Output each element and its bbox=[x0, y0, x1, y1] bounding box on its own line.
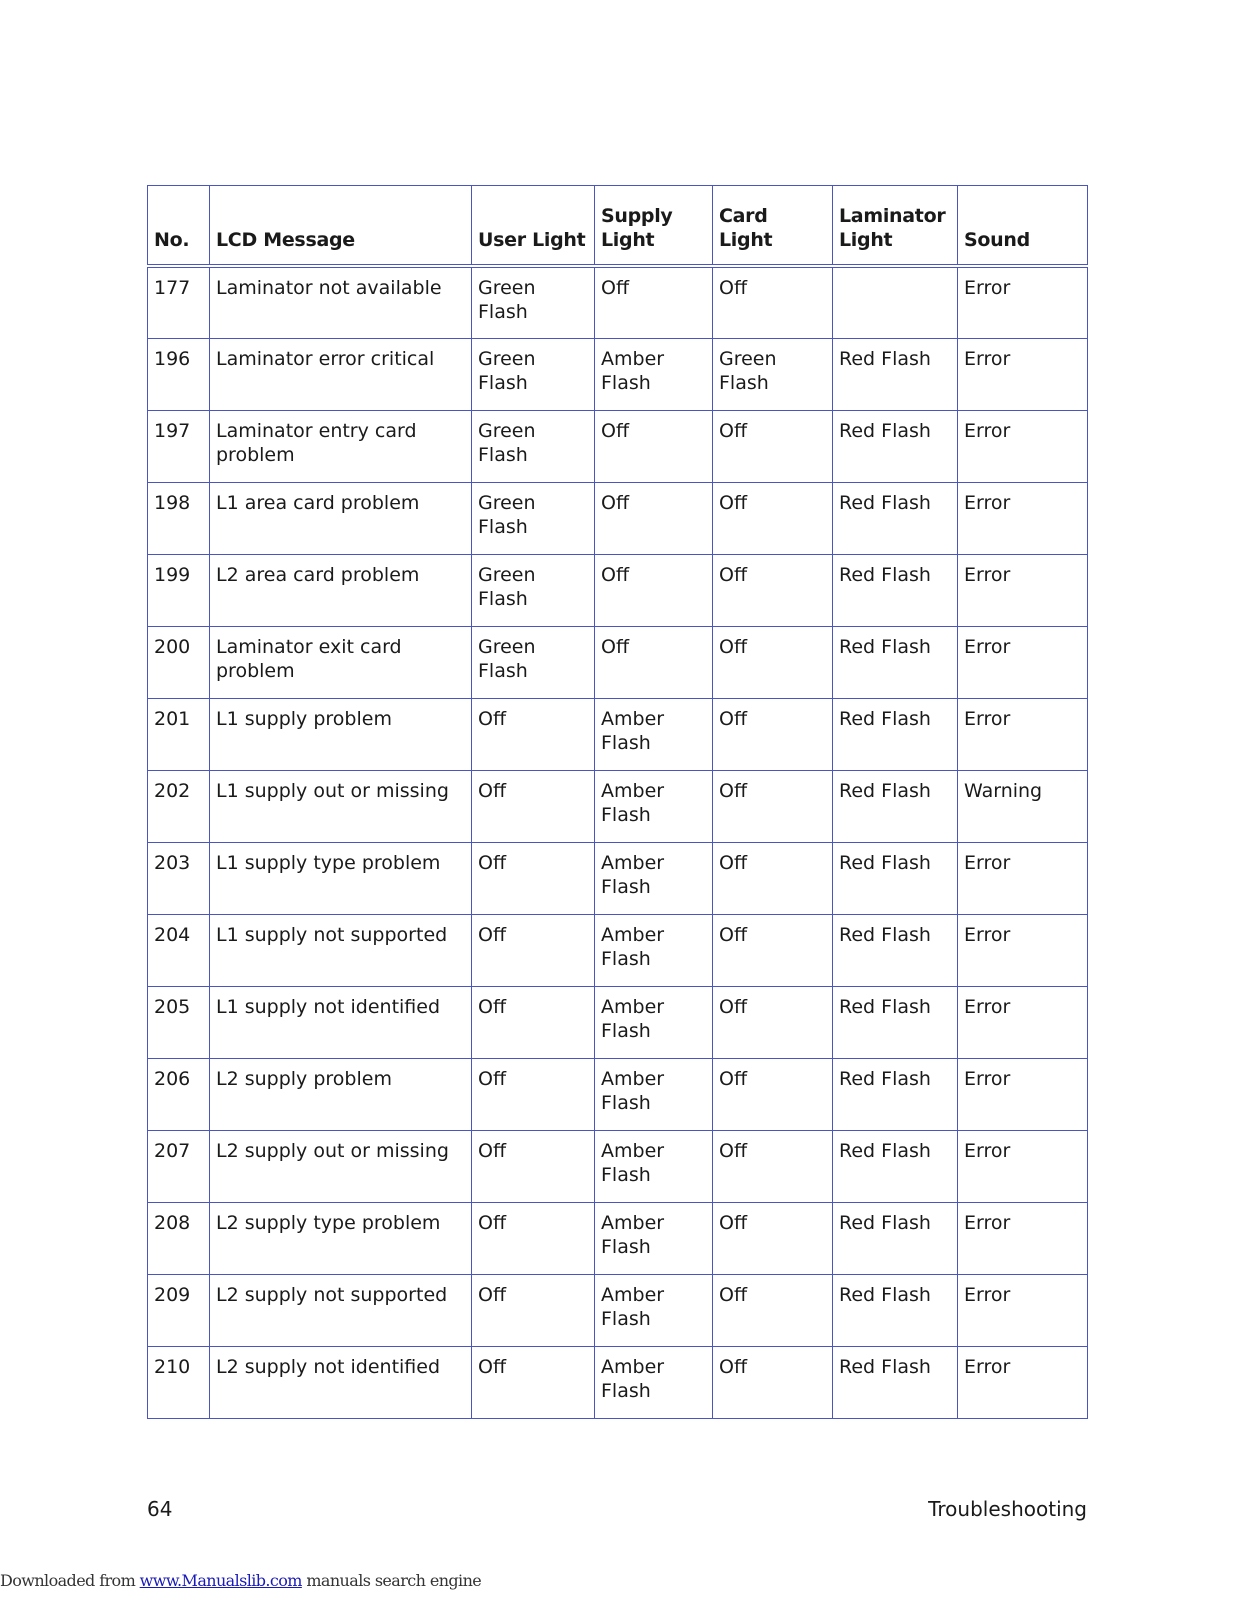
manualslib-link[interactable]: www.Manualslib.com bbox=[139, 1571, 302, 1590]
cell-sound: Error bbox=[958, 482, 1088, 554]
download-prefix: Downloaded from bbox=[0, 1571, 140, 1590]
cell-sound: Error bbox=[958, 554, 1088, 626]
cell-laminator-light bbox=[833, 266, 958, 338]
cell-sound: Error bbox=[958, 914, 1088, 986]
cell-user-light: Off bbox=[472, 986, 595, 1058]
cell-no: 203 bbox=[148, 842, 210, 914]
cell-lcd-message: L1 supply type problem bbox=[210, 842, 472, 914]
cell-sound: Error bbox=[958, 338, 1088, 410]
table-row bbox=[148, 554, 1088, 626]
header-laminator-light: Laminator Light bbox=[833, 186, 958, 267]
cell-supply-light: Off bbox=[595, 482, 713, 554]
cell-supply-light: Amber Flash bbox=[595, 1058, 713, 1130]
cell-lcd-message: L2 supply not supported bbox=[210, 1274, 472, 1346]
cell-user-light: Green Flash bbox=[472, 554, 595, 626]
cell-lcd-message: L2 supply type problem bbox=[210, 1202, 472, 1274]
cell-no: 197 bbox=[148, 410, 210, 482]
cell-lcd-message: L1 supply not identified bbox=[210, 986, 472, 1058]
cell-sound: Error bbox=[958, 1274, 1088, 1346]
cell-sound: Error bbox=[958, 1058, 1088, 1130]
table-row bbox=[148, 1346, 1088, 1418]
cell-user-light: Off bbox=[472, 1202, 595, 1274]
cell-user-light: Green Flash bbox=[472, 482, 595, 554]
cell-sound: Error bbox=[958, 842, 1088, 914]
cell-user-light: Off bbox=[472, 914, 595, 986]
cell-lcd-message: L2 supply not identified bbox=[210, 1346, 472, 1418]
header-supply-light: Supply Light bbox=[595, 186, 713, 267]
cell-no: 199 bbox=[148, 554, 210, 626]
cell-supply-light: Amber Flash bbox=[595, 770, 713, 842]
cell-lcd-message: L1 supply not supported bbox=[210, 914, 472, 986]
cell-card-light: Off bbox=[713, 626, 833, 698]
cell-laminator-light: Red Flash bbox=[833, 1346, 958, 1418]
download-suffix: manuals search engine bbox=[301, 1571, 482, 1590]
cell-user-light: Off bbox=[472, 842, 595, 914]
header-lcd-message: LCD Message bbox=[210, 186, 472, 267]
cell-sound: Warning bbox=[958, 770, 1088, 842]
cell-laminator-light: Red Flash bbox=[833, 770, 958, 842]
cell-lcd-message: L2 supply out or missing bbox=[210, 1130, 472, 1202]
troubleshooting-table bbox=[147, 185, 1088, 1419]
cell-laminator-light: Red Flash bbox=[833, 1058, 958, 1130]
cell-supply-light: Amber Flash bbox=[595, 338, 713, 410]
table-row bbox=[148, 698, 1088, 770]
cell-supply-light: Amber Flash bbox=[595, 1346, 713, 1418]
cell-card-light: Off bbox=[713, 266, 833, 338]
cell-lcd-message: L1 supply problem bbox=[210, 698, 472, 770]
cell-no: 201 bbox=[148, 698, 210, 770]
cell-card-light: Off bbox=[713, 410, 833, 482]
cell-supply-light: Amber Flash bbox=[595, 842, 713, 914]
cell-laminator-light: Red Flash bbox=[833, 554, 958, 626]
cell-supply-light: Amber Flash bbox=[595, 1274, 713, 1346]
table-row bbox=[148, 1058, 1088, 1130]
cell-laminator-light: Red Flash bbox=[833, 338, 958, 410]
cell-no: 207 bbox=[148, 1130, 210, 1202]
table-row bbox=[148, 266, 1088, 338]
cell-supply-light: Off bbox=[595, 554, 713, 626]
cell-user-light: Off bbox=[472, 1346, 595, 1418]
cell-card-light: Off bbox=[713, 914, 833, 986]
cell-sound: Error bbox=[958, 986, 1088, 1058]
cell-sound: Error bbox=[958, 1130, 1088, 1202]
header-user-light: User Light bbox=[472, 186, 595, 267]
cell-supply-light: Amber Flash bbox=[595, 698, 713, 770]
cell-lcd-message: L1 area card problem bbox=[210, 482, 472, 554]
table-row bbox=[148, 842, 1088, 914]
cell-user-light: Green Flash bbox=[472, 410, 595, 482]
cell-lcd-message: L2 supply problem bbox=[210, 1058, 472, 1130]
cell-user-light: Off bbox=[472, 1274, 595, 1346]
cell-card-light: Off bbox=[713, 1202, 833, 1274]
cell-supply-light: Amber Flash bbox=[595, 986, 713, 1058]
cell-card-light: Off bbox=[713, 1274, 833, 1346]
cell-no: 209 bbox=[148, 1274, 210, 1346]
cell-lcd-message: Laminator exit card problem bbox=[210, 626, 472, 698]
header-no: No. bbox=[148, 186, 210, 267]
cell-user-light: Green Flash bbox=[472, 338, 595, 410]
cell-no: 206 bbox=[148, 1058, 210, 1130]
cell-card-light: Green Flash bbox=[713, 338, 833, 410]
cell-user-light: Off bbox=[472, 1130, 595, 1202]
table-row bbox=[148, 1202, 1088, 1274]
cell-sound: Error bbox=[958, 1346, 1088, 1418]
table-row bbox=[148, 986, 1088, 1058]
cell-laminator-light: Red Flash bbox=[833, 1130, 958, 1202]
cell-supply-light: Off bbox=[595, 266, 713, 338]
header-card-light: Card Light bbox=[713, 186, 833, 267]
cell-no: 200 bbox=[148, 626, 210, 698]
cell-user-light: Off bbox=[472, 770, 595, 842]
cell-supply-light: Amber Flash bbox=[595, 914, 713, 986]
cell-sound: Error bbox=[958, 266, 1088, 338]
cell-supply-light: Off bbox=[595, 626, 713, 698]
table-row bbox=[148, 482, 1088, 554]
section-title: Troubleshooting bbox=[928, 1497, 1087, 1521]
cell-card-light: Off bbox=[713, 1130, 833, 1202]
table-row bbox=[148, 338, 1088, 410]
cell-laminator-light: Red Flash bbox=[833, 698, 958, 770]
cell-user-light: Off bbox=[472, 698, 595, 770]
table-row bbox=[148, 914, 1088, 986]
cell-laminator-light: Red Flash bbox=[833, 986, 958, 1058]
cell-user-light: Off bbox=[472, 1058, 595, 1130]
cell-card-light: Off bbox=[713, 986, 833, 1058]
cell-laminator-light: Red Flash bbox=[833, 482, 958, 554]
cell-no: 208 bbox=[148, 1202, 210, 1274]
cell-sound: Error bbox=[958, 626, 1088, 698]
cell-card-light: Off bbox=[713, 842, 833, 914]
table-header-row bbox=[148, 186, 1088, 267]
cell-supply-light: Amber Flash bbox=[595, 1202, 713, 1274]
cell-no: 202 bbox=[148, 770, 210, 842]
cell-no: 204 bbox=[148, 914, 210, 986]
cell-laminator-light: Red Flash bbox=[833, 842, 958, 914]
cell-no: 177 bbox=[148, 266, 210, 338]
cell-user-light: Green Flash bbox=[472, 266, 595, 338]
cell-supply-light: Off bbox=[595, 410, 713, 482]
cell-no: 205 bbox=[148, 986, 210, 1058]
cell-card-light: Off bbox=[713, 482, 833, 554]
download-notice bbox=[0, 1571, 481, 1590]
cell-sound: Error bbox=[958, 1202, 1088, 1274]
cell-supply-light: Amber Flash bbox=[595, 1130, 713, 1202]
cell-user-light: Green Flash bbox=[472, 626, 595, 698]
cell-lcd-message: Laminator error critical bbox=[210, 338, 472, 410]
cell-laminator-light: Red Flash bbox=[833, 410, 958, 482]
cell-card-light: Off bbox=[713, 554, 833, 626]
header-sound: Sound bbox=[958, 186, 1088, 267]
cell-sound: Error bbox=[958, 410, 1088, 482]
cell-no: 210 bbox=[148, 1346, 210, 1418]
table-row bbox=[148, 1274, 1088, 1346]
cell-lcd-message: Laminator not available bbox=[210, 266, 472, 338]
cell-lcd-message: L2 area card problem bbox=[210, 554, 472, 626]
cell-laminator-light: Red Flash bbox=[833, 1202, 958, 1274]
cell-no: 198 bbox=[148, 482, 210, 554]
table-row bbox=[148, 626, 1088, 698]
cell-card-light: Off bbox=[713, 698, 833, 770]
cell-lcd-message: Laminator entry card problem bbox=[210, 410, 472, 482]
cell-laminator-light: Red Flash bbox=[833, 1274, 958, 1346]
cell-card-light: Off bbox=[713, 1058, 833, 1130]
cell-lcd-message: L1 supply out or missing bbox=[210, 770, 472, 842]
page-number: 64 bbox=[147, 1497, 173, 1521]
cell-card-light: Off bbox=[713, 770, 833, 842]
cell-card-light: Off bbox=[713, 1346, 833, 1418]
cell-laminator-light: Red Flash bbox=[833, 914, 958, 986]
cell-laminator-light: Red Flash bbox=[833, 626, 958, 698]
table-row bbox=[148, 410, 1088, 482]
table-row bbox=[148, 770, 1088, 842]
cell-sound: Error bbox=[958, 698, 1088, 770]
cell-no: 196 bbox=[148, 338, 210, 410]
table-row bbox=[148, 1130, 1088, 1202]
